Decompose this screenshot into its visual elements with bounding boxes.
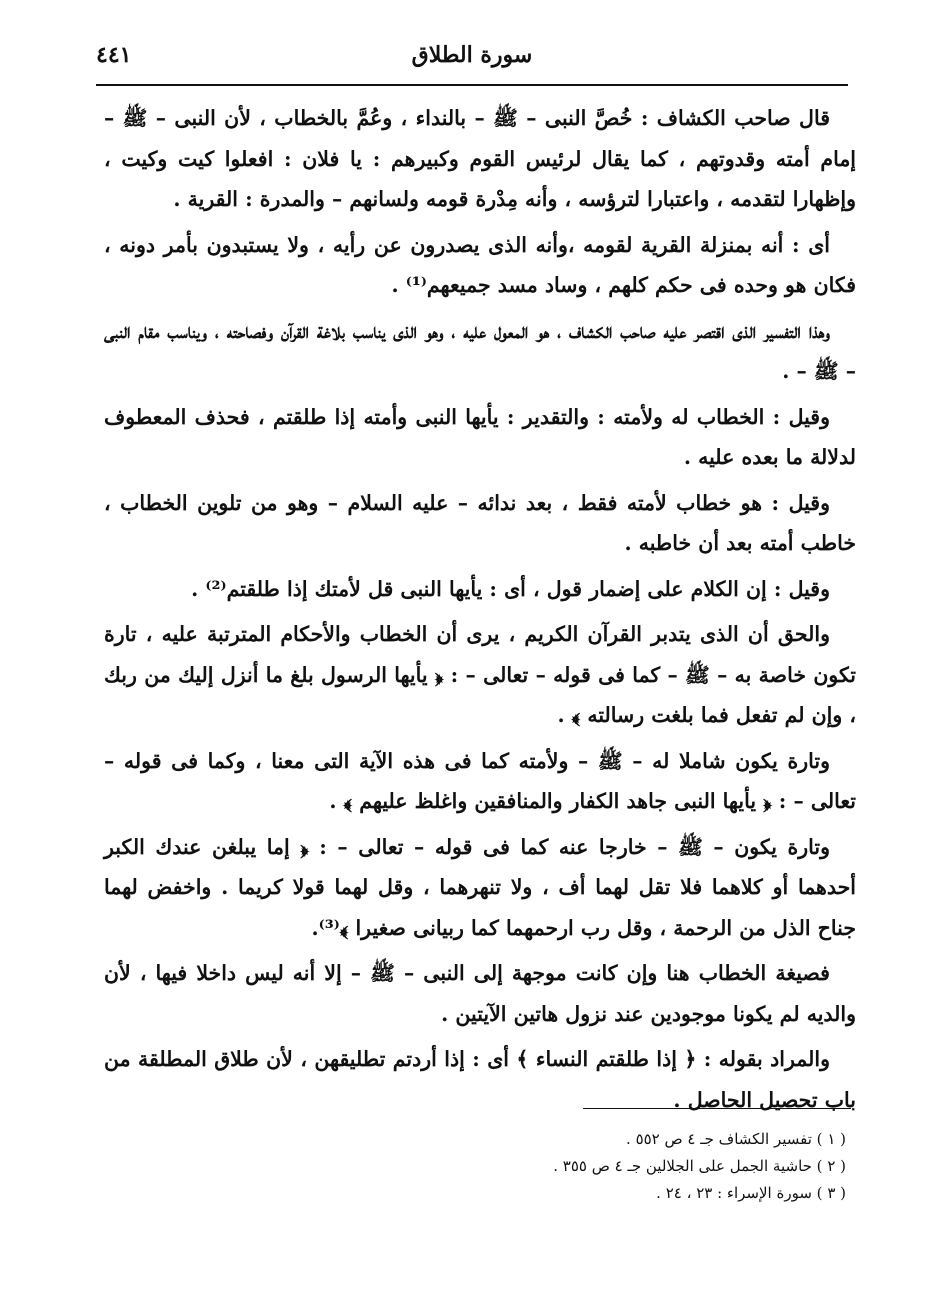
paragraph: وقيل : هو خطاب لأمته فقط ، بعد ندائه – عليه السلام – وهو من تلوين الخطاب ، خاطب أمته بعد أن خاطبه . — [104, 490, 856, 555]
footnote: ( ٢ ) حاشية الجمل على الجلالين جـ ٤ ص ٣٥٥ . — [553, 1157, 846, 1175]
paragraph: وهذا التفسير الذى اقتصر عليه صاحب الكشاف ، هو المعول عليه ، وهو الذى يناسب بلاغة القرآن وفصاحته ، ويناسب مقام النبى – ﷺ – . — [104, 318, 856, 383]
page-header — [96, 36, 848, 80]
footnote: ( ١ ) تفسير الكشاف جـ ٤ ص ٥٥٢ . — [626, 1130, 846, 1148]
footnote-divider — [583, 1108, 851, 1109]
footnote: ( ٣ ) سورة الإسراء : ٢٣ ، ٢٤ . — [656, 1184, 846, 1202]
paragraph: وقيل : إن الكلام على إضمار قول ، أى : يأيها النبى قل لأمتك إذا طلقتم⁽²⁾ . — [191, 576, 830, 601]
main-text — [104, 98, 856, 1125]
footnotes — [400, 1126, 846, 1207]
paragraph: فصيغة الخطاب هنا وإن كانت موجهة إلى النبى – ﷺ – إلا أنه ليس داخلا فيها ، لأن والديه لم يكونا موجودين عند نزول هاتين الآيتين . — [104, 961, 856, 1026]
surah-title: سورة الطلاق — [411, 42, 533, 68]
paragraph: والمراد بقوله : ﴿ إذا طلقتم النساء ﴾ أى : إذا أردتم تطليقهن ، لأن طلاق المطلقة من باب تحصيل الحاصل . — [104, 1047, 856, 1112]
paragraph: وتارة يكون شاملا له – ﷺ – ولأمته كما فى هذه الآية التى معنا ، وكما فى قوله – تعالى – : ﴿ يأيها النبى جاهد الكفار والمنافقين واغلظ عليهم ﴾ . — [104, 748, 856, 813]
paragraph: وتارة يكون – ﷺ – خارجا عنه كما فى قوله – تعالى – : ﴿ إما يبلغن عندك الكبر أحدهما أو كلاهما فلا تقل لهما أف ، ولا تنهرهما ، وقل لهما قولا كريما . واخفض لهما جناح الذل من الرحمة ، وقل رب ارحمهما كما ربيانى صغيرا ﴾⁽³⁾. — [104, 834, 856, 940]
paragraph: وقيل : الخطاب له ولأمته : والتقدير : يأيها النبى وأمته إذا طلقتم ، فحذف المعطوف لدلالة ما بعده عليه . — [104, 404, 856, 469]
header-divider — [96, 84, 848, 86]
paragraph: والحق أن الذى يتدبر القرآن الكريم ، يرى أن الخطاب والأحكام المترتبة عليه ، تارة تكون خاصة به – ﷺ – كما فى قوله – تعالى – : ﴿ يأيها الرسول بلغ ما أنزل إليك من ربك ، وإن لم تفعل فما بلغت رسالته ﴾ . — [104, 622, 856, 727]
paragraph: أى : أنه بمنزلة القرية لقومه ،وأنه الذى يصدرون عن رأيه ، ولا يستبدون بأمر دونه ، فكان هو وحده فى حكم كلهم ، وساد مسد جميعهم⁽¹⁾ . — [104, 232, 856, 297]
page-number: ٤٤١ — [96, 42, 132, 68]
paragraph: قال صاحب الكشاف : خُصَّ النبى – ﷺ – بالنداء ، وعُمَّ بالخطاب ، لأن النبى – ﷺ – إمام أمته وقدوتهم ، كما يقال لرئيس القوم وكبيرهم : يا فلان : افعلوا كيت وكيت ، وإظهارا لتقدمه ، واعتبارا لترؤسه ، وأنه مِدْرة قومه ولسانهم – والمدرة : القرية . — [104, 106, 856, 211]
